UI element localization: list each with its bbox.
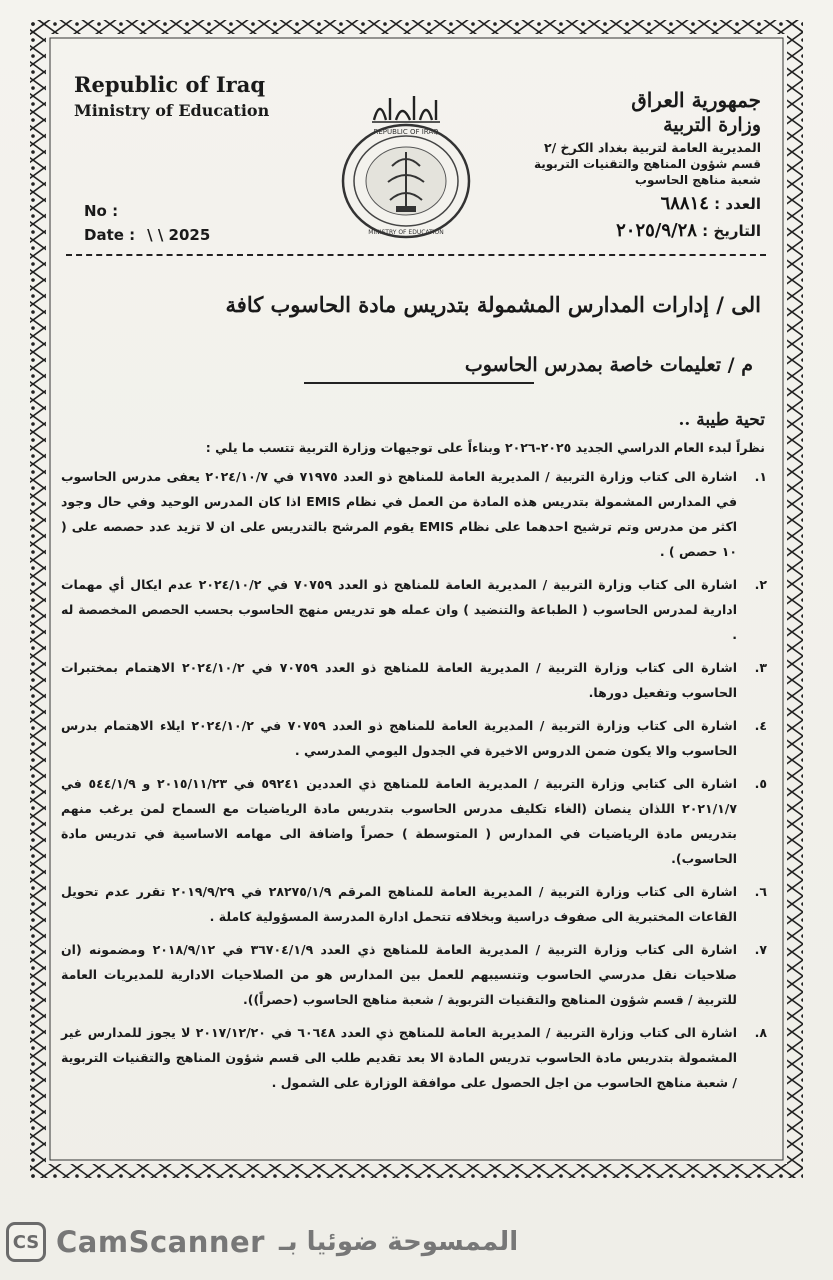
arabic-letterhead	[461, 88, 761, 241]
list-item: ٨. اشارة الى كتاب وزارة التربية / المديرية العامة للمناهج ذي العدد ٦٠٦٤٨ في ٢٠١٧/١٢/٢٠ لا يجوز للمدارس غير المشمولة بتدريس مادة الحاسوب تدريس المادة الا بعد تقديم طلب الى قسم شؤون المناهج والتقنيات التربوية / شعبة مناهج الحاسوب من اجل الحصول على موافقة الوزارة على الشمول .	[61, 1025, 767, 1090]
list-item: ٦. اشارة الى كتاب وزارة التربية / المديرية العامة للمناهج المرقم ٢٨٢٧٥/١/٩ في ٢٠١٩/٩/٢٩ تقرر عدم تحويل القاعات المختبرية الى صفوف دراسية وبخلافه تتحمل ادارة المدرسة المسؤولية كاملة .	[61, 884, 767, 924]
date-label-ar: التاريخ :	[702, 222, 761, 240]
list-item: ٥. اشارة الى كتابي وزارة التربية / المديرية العامة للمناهج ذي العددين ٥٩٢٤١ في ٢٠١٥/١١/٢٣ و ٥٤٤/١/٩ في ٢٠٢١/١/٧ اللذان ينصان (الغاء تكليف مدرس الحاسوب بتدريس مادة الرياضيات مع السماح لمن يرغب منهم بتدريس مادة الرياضيات في المدارس ( المتوسطة ) حصراً واضافة الى مهامه الاساسية في تدريس مادة الحاسوب).	[61, 776, 767, 866]
emblem	[336, 92, 476, 242]
division-ar: شعبة مناهج الحاسوب	[634, 173, 761, 187]
list-item: ٧. اشارة الى كتاب وزارة التربية / المديرية العامة للمناهج ذي العدد ٣٦٧٠٤/١/٩ في ٢٠١٨/٩/١٢ ومضمونه (ان صلاحيات نقل مدرسي الحاسوب وتنسيبهم للعمل بين المدارس هو من الصلاحيات الادارية للمديريات العامة للتربية / قسم شؤون المناهج والتقنيات التربوية / شعبة مناهج الحاسوب (حصراً)).	[61, 942, 767, 1007]
number-value-ar: ٦٨٨١٤	[660, 193, 709, 214]
date-value-en: \ \ 2025	[147, 226, 211, 244]
list-item: ٤. اشارة الى كتاب وزارة التربية / المديرية العامة للمناهج ذو العدد ٧٠٧٥٩ في ٢٠٢٤/١٠/٢ ايلاء الاهتمام بدرس الحاسوب والا يكون ضمن الدروس الاخيرة في الجدول اليومي المدرسي .	[61, 718, 767, 758]
number-label-en: No :	[84, 202, 119, 220]
ministry-en: Ministry of Education	[74, 101, 270, 120]
subject: م / تعليمات خاصة بمدرس الحاسوب	[464, 354, 753, 376]
list-item: ١. اشارة الى كتاب وزارة التربية / المديرية العامة للمناهج ذو العدد ٧١٩٧٥ في ٢٠٢٤/١٠/٧ يعفى مدرس الحاسوب في المدارس المشمولة بتدريس هذه المادة من العمل في نظام EMIS اذا كان المدرس الوحيد وفي حال وجود اكثر من مدرس وتم ترشيح احدهما على نظام EMIS يقوم المرشح بالتدريس على ان لا تزيد عدد حصصه على ( ١٠ حصص ) .	[61, 469, 767, 559]
country-ar: جمهورية العراق	[631, 88, 761, 112]
number-row-ar	[461, 193, 761, 214]
camscanner-logo-icon: CS	[6, 1222, 46, 1262]
camscanner-arabic: الممسوحة ضوئيا بـ	[278, 1227, 519, 1257]
subject-underline	[304, 382, 534, 384]
seal-bottom-text: MINISTRY OF EDUCATION	[368, 229, 444, 236]
basmala-calligraphy	[366, 92, 446, 126]
intro-paragraph: نظراً لبدء العام الدراسي الجديد ٢٠٢٥-٢٠٢٦ وبناءاً على توجيهات وزارة التربية تتسب ما يلي :	[205, 440, 765, 455]
list-item: ٣. اشارة الى كتاب وزارة التربية / المديرية العامة للمناهج ذو العدد ٧٠٧٥٩ في ٢٠٢٤/١٠/٢ الاهتمام بمختبرات الحاسوب وتفعيل دورها.	[61, 660, 767, 700]
number-label-ar: العدد :	[714, 195, 761, 213]
greeting: تحية طيبة ..	[678, 410, 765, 430]
department-ar: قسم شؤون المناهج والتقنيات التربوية	[533, 157, 761, 171]
instruction-list	[61, 464, 767, 1103]
country-en: Republic of Iraq	[74, 72, 266, 97]
date-row-ar	[461, 220, 761, 241]
header-divider	[66, 254, 766, 256]
date-value-ar: ٢٠٢٥/٩/٢٨	[616, 220, 697, 241]
seal-top-text: REPUBLIC OF IRAQ	[373, 128, 439, 136]
camscanner-watermark	[6, 1222, 586, 1262]
camscanner-brand: CamScanner	[56, 1225, 265, 1259]
addressee: الى / إدارات المدارس المشمولة بتدريس مادة الحاسوب كافة	[225, 292, 761, 317]
date-row-en	[84, 226, 210, 244]
ministry-seal	[340, 122, 472, 240]
english-letterhead	[74, 72, 334, 120]
directorate-ar: المديرية العامة لتربية بغداد الكرخ /٢	[544, 140, 761, 155]
ministry-ar: وزارة التربية	[663, 114, 761, 136]
date-label-en: Date :	[84, 226, 136, 244]
list-item: ٢. اشارة الى كتاب وزارة التربية / المديرية العامة للمناهج ذو العدد ٧٠٧٥٩ في ٢٠٢٤/١٠/٢ عدم ايكال أي مهمات ادارية لمدرس الحاسوب ( الطباعة والتنضيد ) وان عمله هو تدريس منهج الحاسوب بحسب الحصص المخصصة له .	[61, 577, 767, 642]
